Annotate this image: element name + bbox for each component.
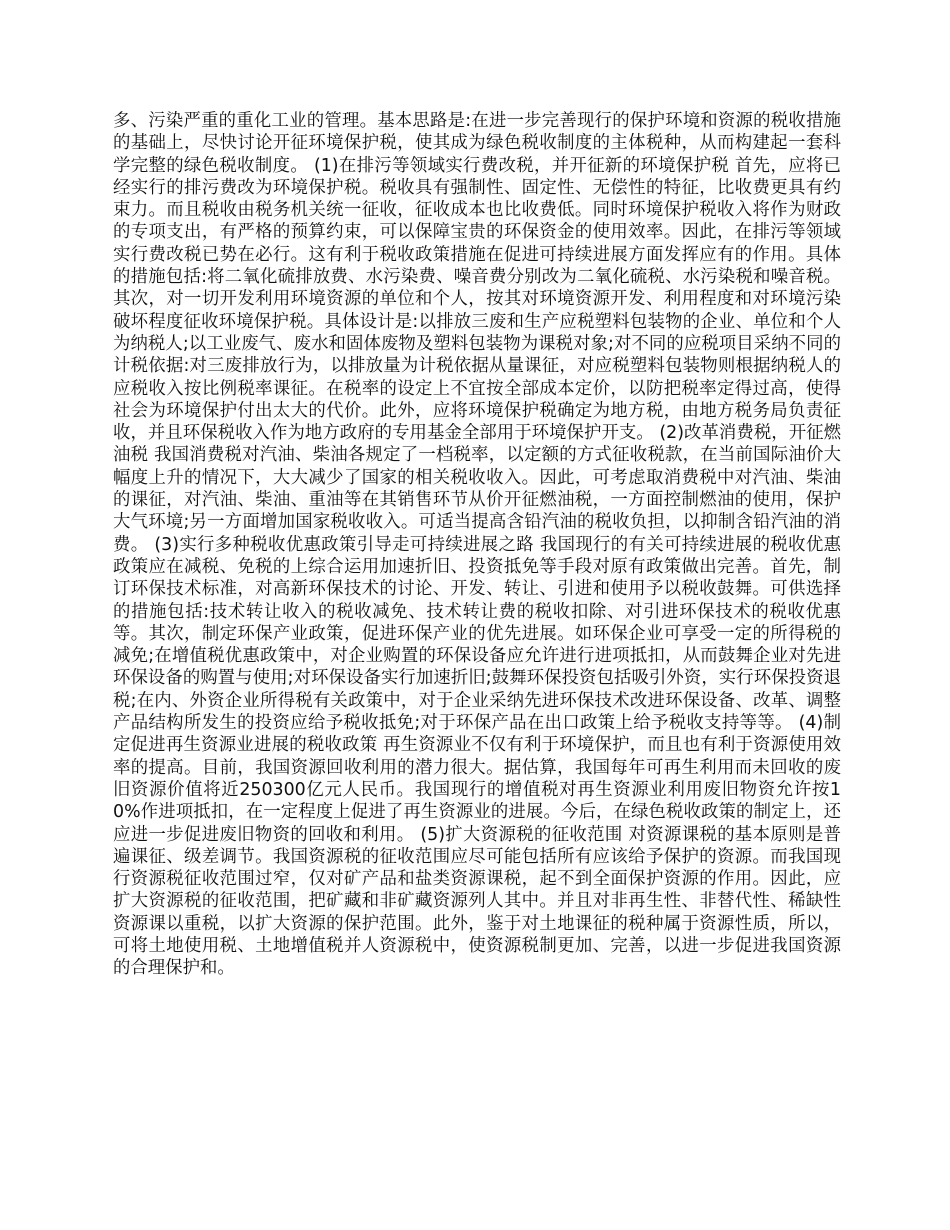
body-paragraph: 多、污染严重的重化工业的管理。基本思路是:在进一步完善现行的保护环境和资源的税收措施的基础上，尽快讨论开征环境保护税，使其成为绿色税收制度的主体税种，从而构建起一套科学完整的绿色税收制度。 (1)在排污等领域实行费改税，并开征新的环境保护税 首先，应将已经实行的排污费改为环境保护税。税收具有强制性、固定性、无偿性的特征，比收费更具有约束力。而且税收由税务机关统一征收，征收成本也比收费低。同时环境保护税收入将作为财政的专项支出，有严格的预算约束，可以保障宝贵的环保资金的使用效率。因此，在排污等领域实行费改税已势在必行。这有利于税收政策措施在促进可持续进展方面发挥应有的作用。具体的措施包括:将二氧化硫排放费、水污染费、噪音费分别改为二氧化硫税、水污染税和噪音税。其次，对一切开发利用环境资源的单位和个人，按其对环境资源开发、利用程度和对环境污染破坏程度征收环境保护税。具体设计是:以排放三废和生产应税塑料包装物的企业、单位和个人为纳税人;以工业废气、废水和固体废物及塑料包装物为课税对象;对不同的应税项目采纳不同的计税依据:对三废排放行为，以排放量为计税依据从量课征，对应税塑料包装物则根据纳税人的应税收入按比例税率课征。在税率的设定上不宜按全部成本定价，以防把税率定得过高，使得社会为环境保护付出太大的代价。此外，应将环境保护税确定为地方税，由地方税务局负责征收，并且环保税收入作为地方政府的专用基金全部用于环境保护开支。 (2)改革消费税，开征燃油税 我国消费税对汽油、柴油各规定了一档税率，以定额的方式征收税款，在当前国际油价大幅度上升的情况下，大大减少了国家的相关税收收入。因此，可考虑取消费税中对汽油、柴油的课征，对汽油、柴油、重油等在其销售环节从价开征燃油税，一方面控制燃油的使用，保护大气环境;另一方面增加国家税收收入。可适当提高含铅汽油的税收负担，以抑制含铅汽油的消费。 (3)实行多种税收优惠政策引导走可持续进展之路 我国现行的有关可持续进展的税收优惠政策应在减税、免税的上综合运用加速折旧、投资抵免等手段对原有政策做出完善。首先，制订环保技术标准，对高新环保技术的讨论、开发、转让、引进和使用予以税收鼓舞。可供选择的措施包括:技术转让收入的税收减免、技术转让费的税收扣除、对引进环保技术的税收优惠等。其次，制定环保产业政策，促进环保产业的优先进展。如环保企业可享受一定的所得税的减免;在增值税优惠政策中，对企业购置的环保设备应允许进行进项抵扣，从而鼓舞企业对先进环保设备的购置与使用;对环保设备实行加速折旧;鼓舞环保投资包括吸引外资，实行环保投资退税;在内、外资企业所得税有关政策中，对于企业采纳先进环保技术改进环保设备、改革、调整产品结构所发生的投资应给予税收抵免;对于环保产品在出口政策上给予税收支持等等。 (4)制定促进再生资源业进展的税收政策 再生资源业不仅有利于环境保护，而且也有利于资源使用效率的提高。目前，我国资源回收利用的潜力很大。据估算，我国每年可再生利用而未回收的废旧资源价值将近250300亿元人民币。我国现行的增值税对再生资源业利用废旧物资允许按10%作进项抵扣，在一定程度上促进了再生资源业的进展。今后，在绿色税收政策的制定上，还应进一步促进废旧物资的回收和利用。 (5)扩大资源税的征收范围 对资源课税的基本原则是普遍课征、级差调节。我国资源税的征收范围应尽可能包括所有应该给予保护的资源。而我国现行资源税征收范围过窄，仅对矿产品和盐类资源课税，起不到全面保护资源的作用。因此，应扩大资源税的征收范围，把矿藏和非矿藏资源列人其中。并且对非再生性、非替代性、稀缺性资源课以重税，以扩大资源的保护范围。此外，鉴于对土地课征的税种属于资源性质，所以，可将土地使用税、土地增值税并人资源税中，使资源税制更加、完善，以进一步促进我国资源的合理保护和。 <box>113 111 841 979</box>
